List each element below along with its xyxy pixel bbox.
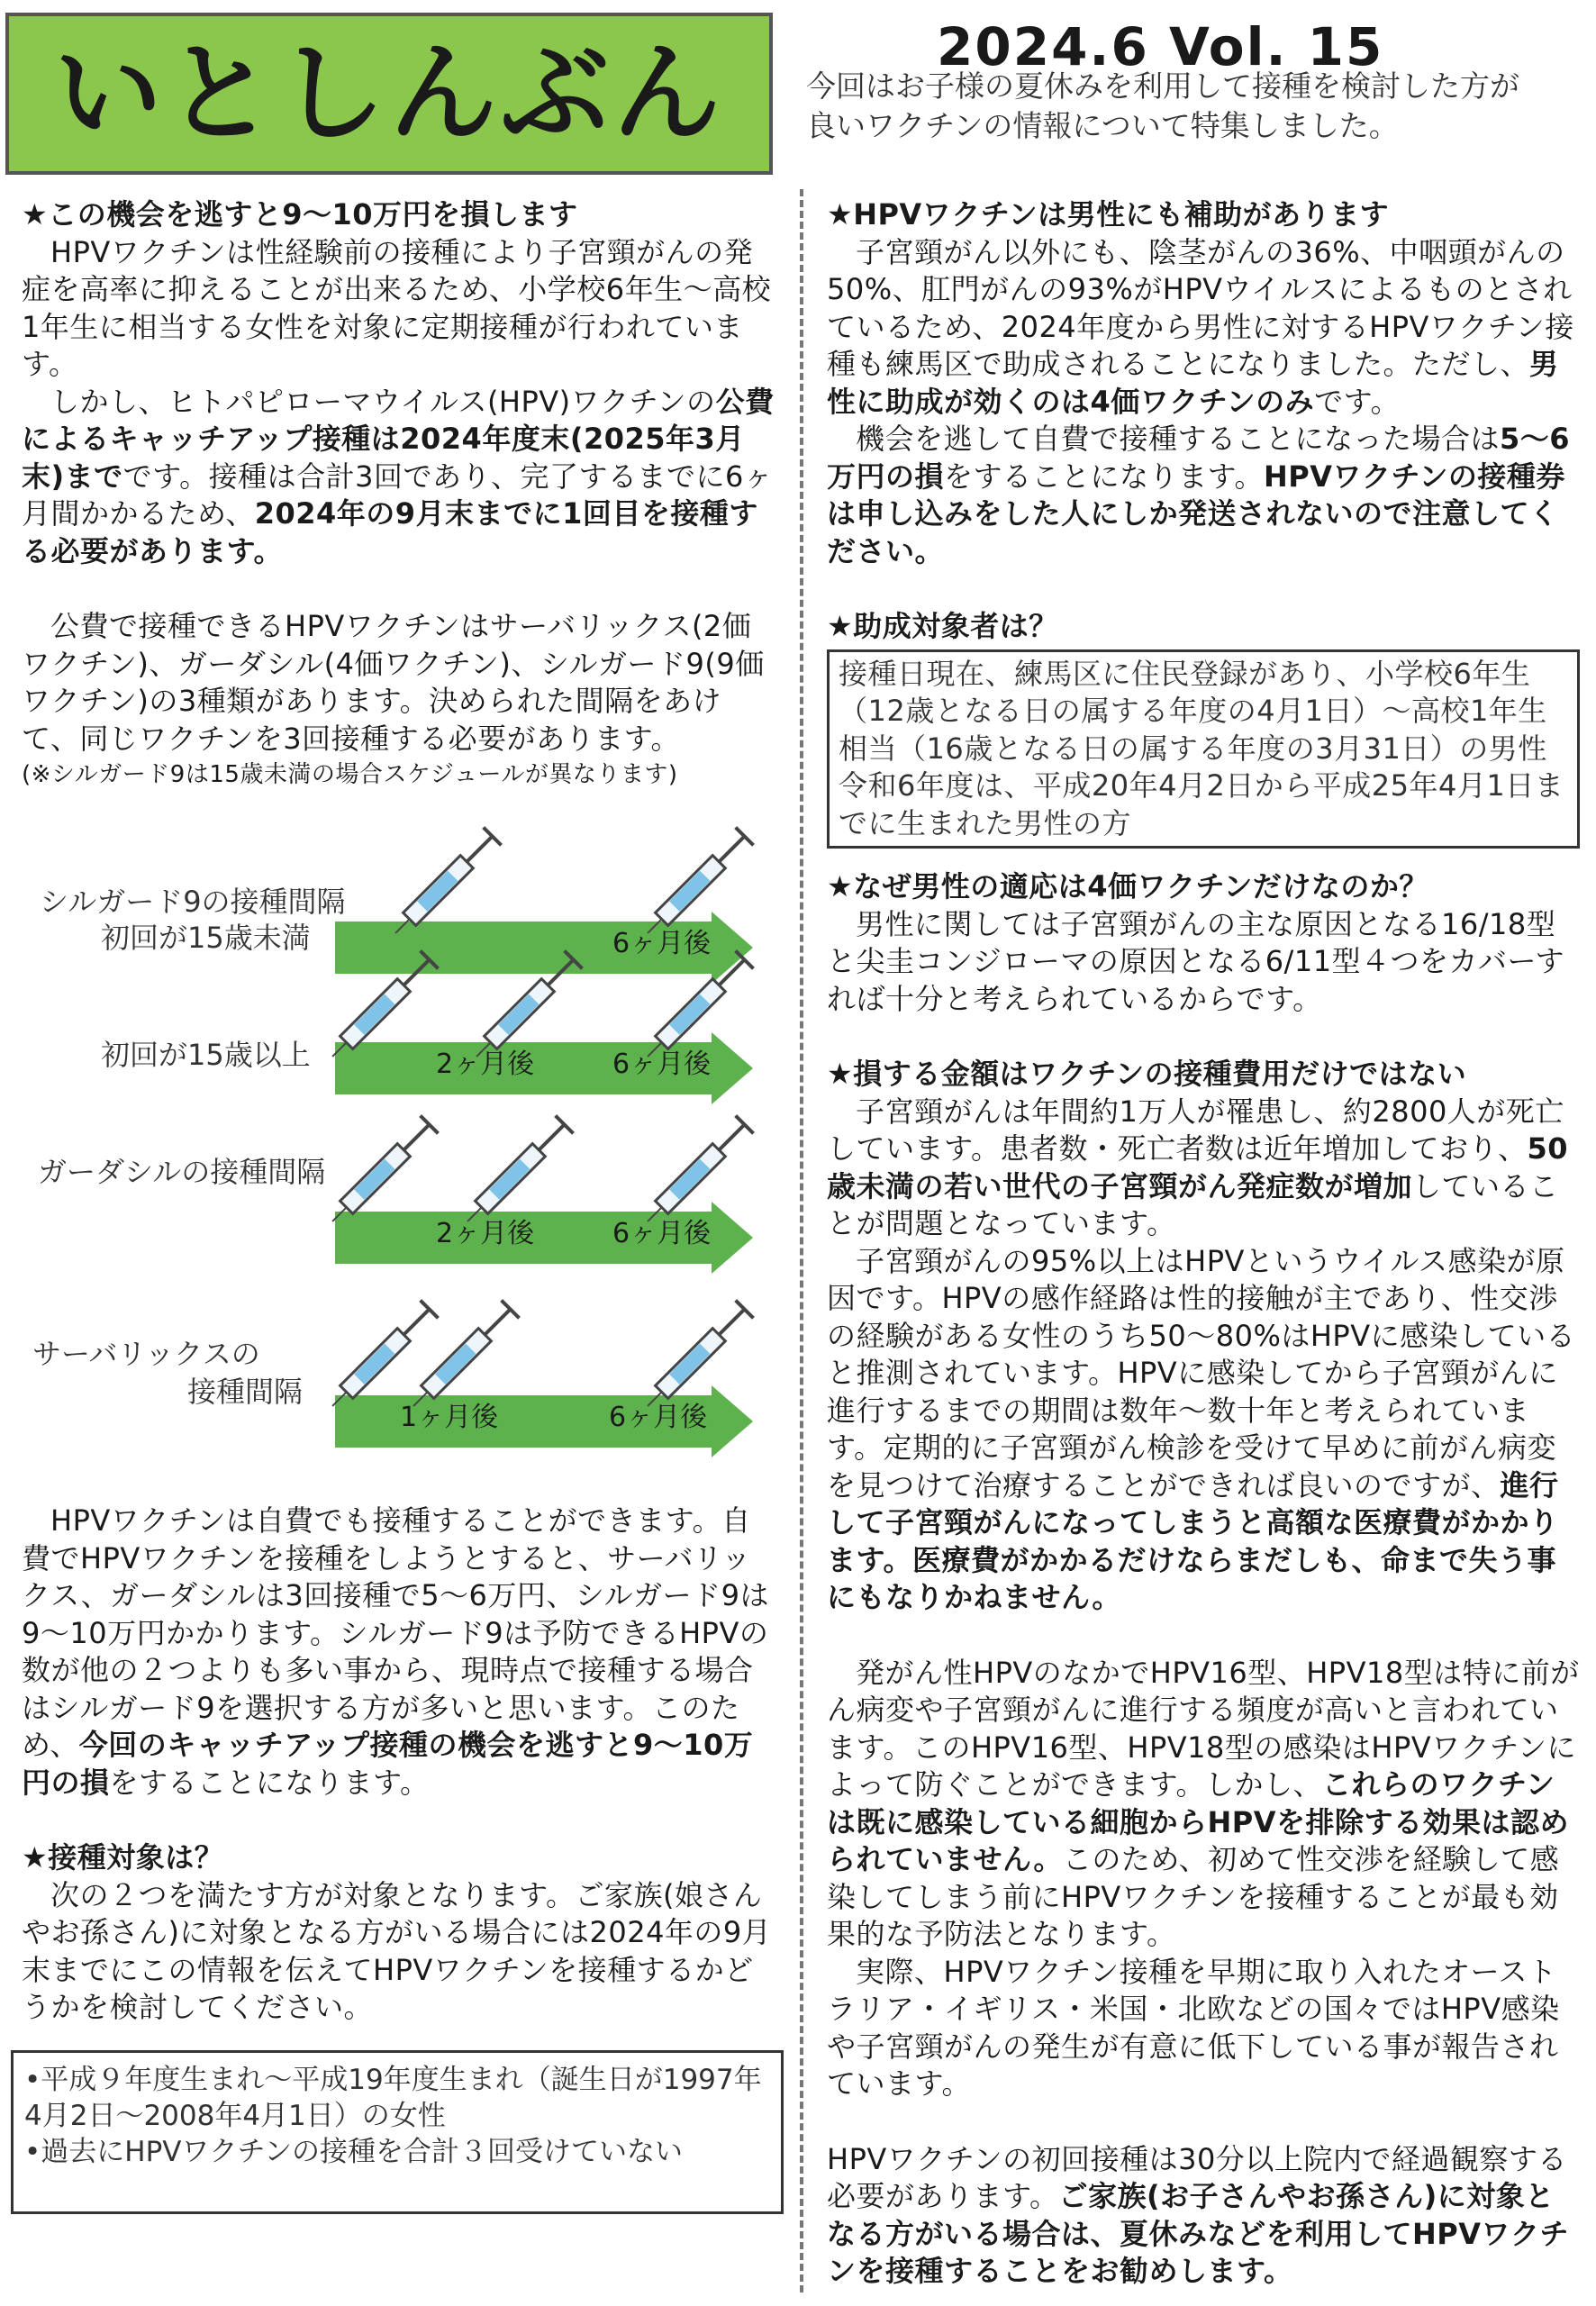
section-heading-subsidy-target: ★助成対象者は？ [827,609,1058,643]
newsletter-title: いとしんぶん [54,30,724,157]
row1-label-2: 初回が15歳未満 [101,921,311,955]
section-heading-eligibility: ★接種対象は？ [22,1840,224,1875]
text: しかし、ヒトパピローマウイルス(HPV)ワクチンの [50,384,716,419]
emphasis-loss: 今回のキャッチアップ接種の機会を逃すと9〜10万円の損 [22,1728,754,1800]
row4-label-2: 接種間隔 [187,1375,304,1409]
left-column-lower [22,1503,776,2027]
text: です。接種は合計3回であり、完了するまでに6ヶ月間かかるため、 [22,458,774,531]
masthead [5,13,773,175]
subsidy-target-box: 接種日現在、練馬区に住民登録があり、小学校6年生（12歳となる日の属する年度の4月1日）〜高校1年生相当（16歳となる日の属する年度の3月31日）の男性 令和6年度は、平成20年4月2日から平成25年4月1日までに生まれた男性の方 [827,649,1580,849]
row4-label-1: サーバリックスの [32,1337,260,1371]
syringe-icon [458,1116,573,1230]
text: 機会を逃して自費で接種することになった場合は [856,422,1501,456]
paragraph-self-pay [22,1503,776,1802]
row4-interval-1: 1ヶ月後 [400,1402,499,1433]
row2-interval-2: 6ヶ月後 [612,1049,712,1080]
spacer [22,1802,776,1839]
left-column [22,196,776,792]
spacer [827,570,1580,608]
paragraph-why-4valent: 男性に関しては子宮頸がんの主な原因となる16/18型と尖圭コンジローマの原因となる6/11型４つをカバーすれば十分と考えられているからです。 [827,906,1564,1016]
eligibility-box [11,2050,784,2214]
syringe-icon [467,951,582,1066]
issue-number: 2024.6 Vol. 15 [937,16,1384,77]
emphasis-first-dose: 2024年の9月末までに1回目を接種する必要があります。 [22,496,758,568]
paragraph-catchup [22,384,776,571]
section-heading-cost: ★損する金額はワクチンの接種費用だけではない [827,1057,1467,1091]
spacer [827,1617,1580,1655]
paragraph-international: 実際、HPVワクチン接種を早期に取り入れたオーストラリア・イギリス・米国・北欧などの国々ではHPV感染や子宮頸がんの発生が有意に低下している事が報告されています。 [827,1954,1560,2101]
paragraph-recommendation [827,2141,1580,2291]
emphasis-catchup-deadline: 公費によるキャッチアップ接種は2024年度末(2025年3月末)まで [22,384,775,494]
row3-label: ガーダシルの接種間隔 [38,1155,326,1189]
text: 発がん性HPVのなかでHPV16型、HPV18型は特に前がん病変や子宮頸がんに進行する頻度が高いと言われています。このHPV16型、HPV18型の感染はHPVワクチンによって防ぐことができます。しかし、 [827,1655,1580,1802]
row2-interval-1: 2ヶ月後 [436,1049,535,1080]
schedule-diagram [0,811,793,1459]
text: 子宮頸がんは年間約1万人が罹患し、約2800人が死亡しています。患者数・死亡者数は近年増加しており、 [827,1094,1564,1166]
spacer [22,570,776,608]
text: 子宮頸がん以外にも、陰茎がんの36%、中咽頭がんの50%、肛門がんの93%がHPVウイルスによるものとされているため、2024年度から男性に対するHPVワクチン接種も練馬区で助成されることになりました。ただし、 [827,234,1574,381]
row3-interval-1: 2ヶ月後 [436,1218,535,1249]
paragraph-vaccine-types: 公費で接種できるHPVワクチンはサーバリックス(2価ワクチン)、ガーダシル(4価ワクチン)、シルガード9(9価ワクチン)の3種類があります。決められた間隔をあけて、同じワクチンを3回接種する必要があります。 [22,609,765,756]
emphasis-young-increase: 50歳未満の若い世代の子宮頸がん発症数が増加 [827,1131,1568,1203]
row1-interval-2: 6ヶ月後 [612,928,712,959]
intro-line-2: 良いワクチンの情報について特集しました。 [806,108,1399,143]
note-silgard: (※シルガード9は15歳未満の場合スケジュールが異なります) [22,761,678,788]
syringe-icon [639,828,753,942]
intro-line-1: 今回はお子様の夏休みを利用して接種を検討した方が [806,68,1519,104]
row4-interval-2: 6ヶ月後 [609,1402,708,1433]
emphasis-medical-cost: 進行して子宮頸がんになってしまうと高額な医療費がかかります。医療費がかかるだけならまだしも、命まで失う事にもなりかねません。 [827,1467,1559,1614]
row1-label-1: シルガード9の接種間隔 [40,885,346,919]
syringe-icon [639,1301,753,1415]
syringe-icon [386,828,501,942]
syringe-icon [323,951,438,1066]
section-heading-loss: ★この機会を逃すと9〜10万円を損します [22,197,578,232]
text: HPVワクチンは自費でも接種することができます。自費でHPVワクチンを接種をしようとすると、サーバリックス、ガーダシルは3回接種で5〜6万円、シルガード9は9〜10万円かかります。シルガード9は予防できるHPVの数が他の２つよりも多い事から、現時点で接種する場合はシルガード9を選択する方が多いと思います。このため、 [22,1503,769,1762]
text: していることが問題となっています。 [827,1168,1559,1240]
paragraph-infection [827,1243,1580,1617]
text: 子宮頸がんの95%以上はHPVというウイルス感染が原因です。HPVの感作経路は性的接触が主であり、性交渉の経験がある女性のうち50〜80%はHPVに感染していると推測されています。HPVに感染してから子宮頸がんに進行するまでの期間は数年〜数十年と考えられています。定期的に子宮頸がん検診を受けて早めに前がん病変を見つけて治療することができれば良いのですが、 [827,1243,1576,1503]
emphasis-no-clearance: これらのワクチンは既に感染している細胞からHPVを排除する効果は認められていません。 [827,1767,1570,1876]
column-divider [800,189,803,2292]
text: をすることになります。 [109,1765,430,1800]
emphasis-recommendation: ご家族(お子さんやお孫さん)に対象となる方がいる場合は、夏休みなどを利用してHPVワクチンを接種することをお勧めします。 [827,2179,1570,2288]
row3-interval-2: 6ヶ月後 [612,1218,712,1249]
text: このため、初めて性交渉を経験して感染してしまう前にHPVワクチンを接種することが最も効果的な予防法となります。 [827,1842,1560,1951]
paragraph-male-subsidy [827,234,1580,422]
section-heading-why-4valent: ★なぜ男性の適応は4価ワクチンだけなのか？ [827,869,1428,903]
paragraph-hpv-intro: HPVワクチンは性経験前の接種により子宮頸がんの発症を高率に抑えることが出来るため、小学校6年生〜高校1年生に相当する女性を対象に定期接種が行われています。 [22,234,772,381]
syringe-icon [323,1116,438,1230]
eligibility-condition-1: •平成９年度生まれ〜平成19年度生まれ（誕生日が1997年4月2日〜2008年4月1日）の女性 [24,2064,762,2132]
right-column [827,196,1580,2291]
paragraph-male-loss [827,421,1580,570]
syringe-icon [639,951,753,1066]
emphasis-voucher: HPVワクチンの接種券は申し込みをした人にしか発送されないので注意してください。 [827,458,1565,568]
spacer [827,1018,1580,1056]
eligibility-condition-2: •過去にHPVワクチンの接種を合計３回受けていない [24,2136,683,2168]
spacer [827,2103,1580,2141]
issue-intro [806,67,1581,146]
row2-label: 初回が15歳以上 [101,1038,311,1072]
emphasis-male-loss: 5〜6万円の損 [827,422,1571,494]
paragraph-hpv16-18 [827,1655,1580,1954]
paragraph-eligibility: 次の２つを満たす方が対象となります。ご家族(娘さんやお孫さん)に対象となる方がいる場合には2024年の9月末までにこの情報を伝えてHPVワクチンを接種するかどうかを検討してください。 [22,1877,772,2024]
syringe-icon [639,1116,753,1230]
syringe-icons [0,811,793,1459]
section-heading-male-subsidy: ★HPVワクチンは男性にも補助があります [827,197,1390,232]
text: HPVワクチンの初回接種は30分以上院内で経過観察する必要があります。 [827,2141,1567,2213]
spacer [827,852,1580,868]
emphasis-4valent: 男性に助成が効くのは4価ワクチンのみ [827,347,1559,419]
paragraph-incidence [827,1094,1580,1243]
text: です。 [1314,384,1401,419]
text: をすることになります。 [944,458,1264,494]
